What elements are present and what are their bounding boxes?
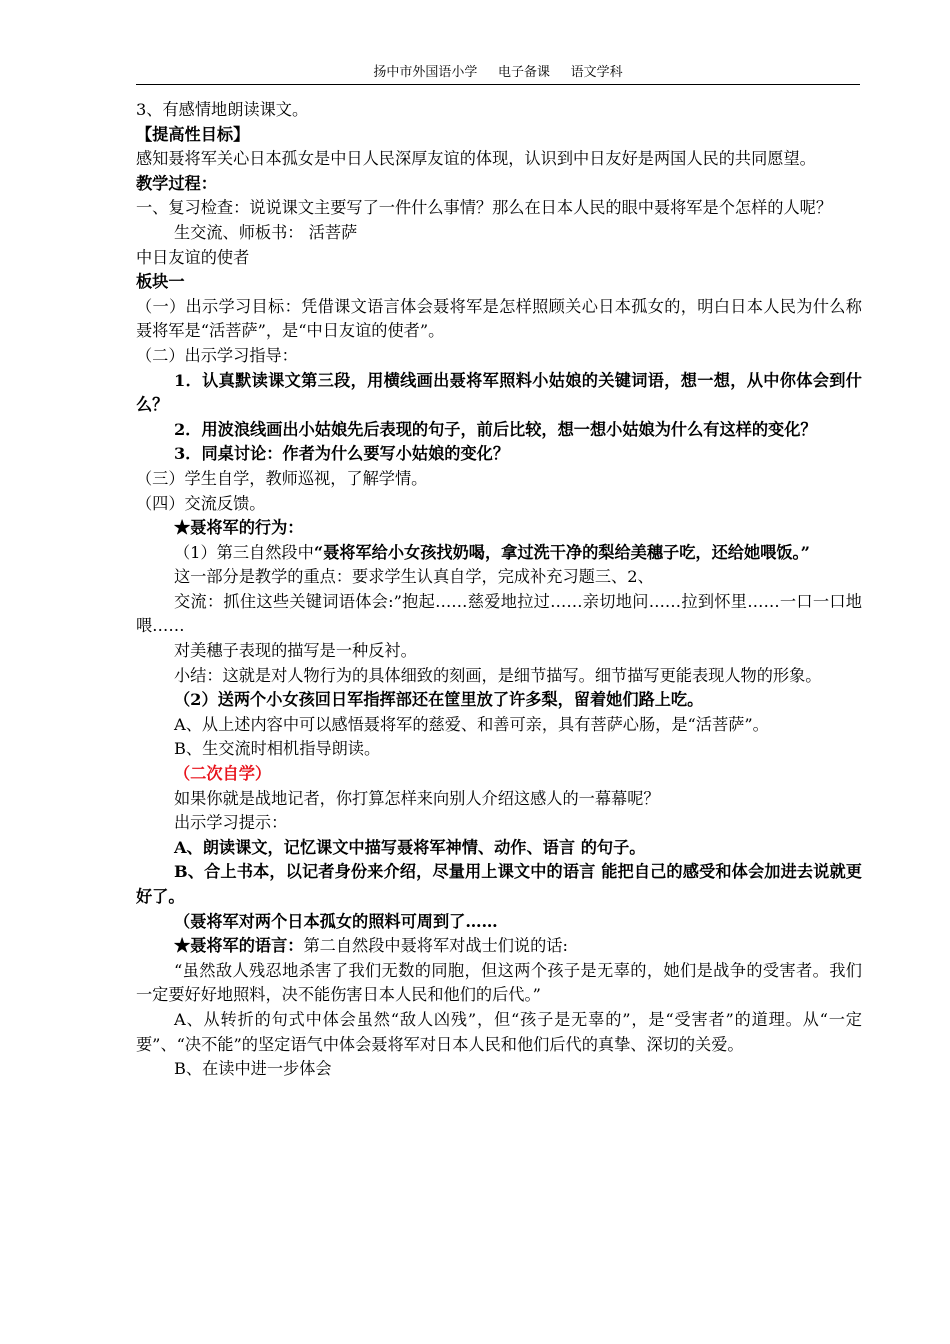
paragraph: （四）交流反馈。 [136,493,266,513]
paragraph: 中日友谊的使者 [136,247,250,267]
paragraph: B、生交流时相机指导朗读。 [174,739,381,759]
instruction-item: 1．认真默读课文第三段，用横线画出聂将军照料小姑娘的关键词语，想一想，从中你体会到什么？ [136,370,862,415]
paragraph: （聂将军对两个日本孤女的照料可周到了…… [174,911,498,931]
paragraph: 这一部分是教学的重点：要求学生认真自学，完成补充习题三、2、 [174,567,654,587]
paragraph: 如果你就是战地记者，你打算怎样来向别人介绍这感人的一幕幕呢？ [174,788,660,808]
paragraph: A、从上述内容中可以感悟聂将军的慈爱、和善可亲，具有菩萨心肠，是“活菩萨”。 [174,714,769,734]
paragraph [136,934,862,959]
section-heading: 板块一 [136,272,185,292]
paragraph: 生交流、师板书： 活菩萨 [174,222,358,242]
highlight-heading: （二次自学） [174,764,272,784]
paragraph: A、从转折的句式中体会虽然“敌人凶残”，但“孩子是无辜的”，是“受害者”的道理。从“一定要”、“决不能”的坚定语气中体会聂将军对日本人民和他们后代的真挚、深切的关爱。 [136,1009,862,1054]
subsection-heading: ★聂将军的行为： [174,518,304,538]
paragraph: （一）出示学习目标：凭借课文语言体会聂将军是怎样照顾关心日本孤女的，明白日本人民为什么称聂将军是“活菩萨”，是“中日友谊的使者”。 [136,296,862,341]
paragraph: 对美穗子表现的描写是一种反衬。 [174,641,417,661]
header-divider [136,84,860,85]
quote-bold: “聂将军给小女孩找奶喝，拿过洗干净的梨给美穗子吃，还给她喂饭。” [313,542,810,562]
paragraph: （二）出示学习指导： [136,345,298,365]
paragraph: （三）学生自学，教师巡视，了解学情。 [136,468,428,488]
instruction-item: 3．同桌讨论：作者为什么要写小姑娘的变化？ [174,444,510,464]
paragraph: 出示学习提示： [174,813,288,833]
paragraph: 感知聂将军关心日本孤女是中日人民深厚友谊的体现，认识到中日友好是两国人民的共同愿望。 [136,149,816,169]
paragraph: B、在读中进一步体会 [174,1059,332,1079]
instruction-item: 2．用波浪线画出小姑娘先后表现的句子，前后比较，想一想小姑娘为什么有这样的变化？ [174,419,817,439]
paragraph: （2）送两个小女孩回日军指挥部还在筐里放了许多梨，留着她们路上吃。 [174,690,704,710]
instruction-item: B、合上书本，以记者身份来介绍，尽量用上课文中的语言 能把自己的感受和体会加进去说就更好了。 [136,862,862,906]
subsection-heading: ★聂将军的语言： [174,936,304,956]
section-heading: 教学过程： [136,173,217,193]
document-body [136,98,862,1082]
page-header: 扬中市外国语小学 电子备课 语文学科 [373,65,623,80]
section-heading: 【提高性目标】 [136,124,250,144]
paragraph: 小结：这就是对人物行为的具体细致的刻画，是细节描写。细节描写更能表现人物的形象。 [174,665,822,685]
quote-paragraph: “虽然敌人残忍地杀害了我们无数的同胞，但这两个孩子是无辜的，她们是战争的受害者。我们一定要好好地照料，决不能伤害日本人民和他们的后代。” [136,960,862,1005]
paragraph [136,541,862,566]
paragraph: 一、复习检查：说说课文主要写了一件什么事情？那么在日本人民的眼中聂将军是个怎样的人呢？ [136,198,833,218]
paragraph: 3、有感情地朗读课文。 [136,100,309,119]
paragraph: 交流：抓住这些关键词语体会:”抱起……慈爱地拉过……亲切地问……拉到怀里……一口一口地喂…… [136,591,862,636]
paragraph-tail: 第二自然段中聂将军对战士们说的话: [303,936,568,956]
instruction-item: A、朗读课文，记忆课文中描写聂将军神情、动作、语言 的句子。 [174,837,646,857]
paragraph-lead: （1）第三自然段中 [174,542,314,562]
